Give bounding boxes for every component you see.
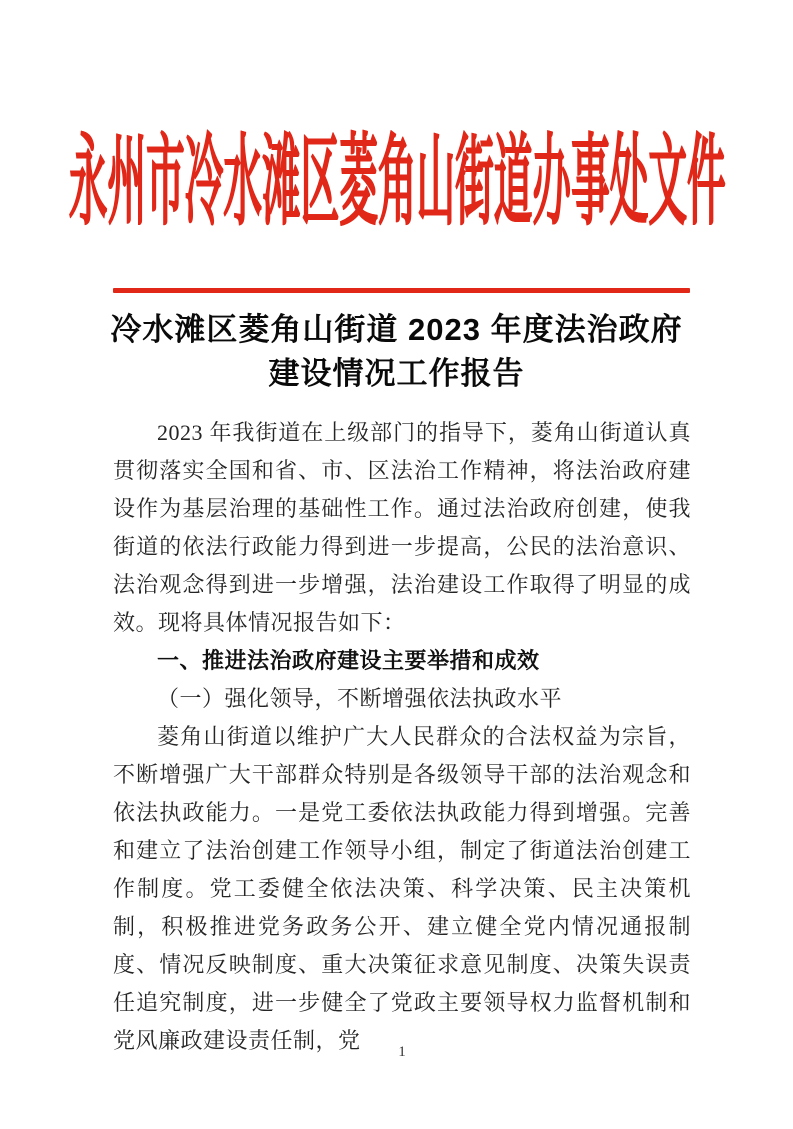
document-body <box>113 414 691 1060</box>
page-footer <box>113 1044 691 1061</box>
document-title <box>0 308 793 396</box>
body-paragraph: 菱角山街道以维护广大人民群众的合法权益为宗旨，不断增强广大干部群众特别是各级领导干部的法治观念和依法执政能力。一是党工委依法执政能力得到增强。完善和建立了法治创建工作领导小组，制定了街道法治创建工作制度。党工委健全依法决策、科学决策、民主决策机制，积极推进党务政务公开、建立健全党内情况通报制度、情况反映制度、重大决策征求意见制度、决策失误责任追究制度，进一步健全了党政主要领导权力监督机制和党风廉政建设责任制，党 <box>113 724 691 1053</box>
subsection-heading-1-1: （一）强化领导，不断增强依法执政水平 <box>157 686 563 711</box>
page-number: 1 <box>398 1044 406 1060</box>
agency-title: 永州市冷水滩区菱角山街道办事处文件 <box>68 122 725 240</box>
document-title-line2: 建设情况工作报告 <box>268 356 525 391</box>
red-divider-line <box>113 288 690 293</box>
intro-paragraph: 2023 年我街道在上级部门的指导下，菱角山街道认真贯彻落实全国和省、市、区法治工作精神，将法治政府建设作为基层治理的基础性工作。通过法治政府创建，使我街道的依法行政能力得到进一步提高，公民的法治意识、法治观念得到进一步增强，法治建设工作取得了明显的成效。现将具体情况报告如下： <box>113 420 691 635</box>
document-title-line1: 冷水滩区菱角山街道 2023 年度法治政府 <box>110 312 683 347</box>
section-heading-1: 一、推进法治政府建设主要举措和成效 <box>157 648 540 673</box>
document-header <box>0 122 793 240</box>
